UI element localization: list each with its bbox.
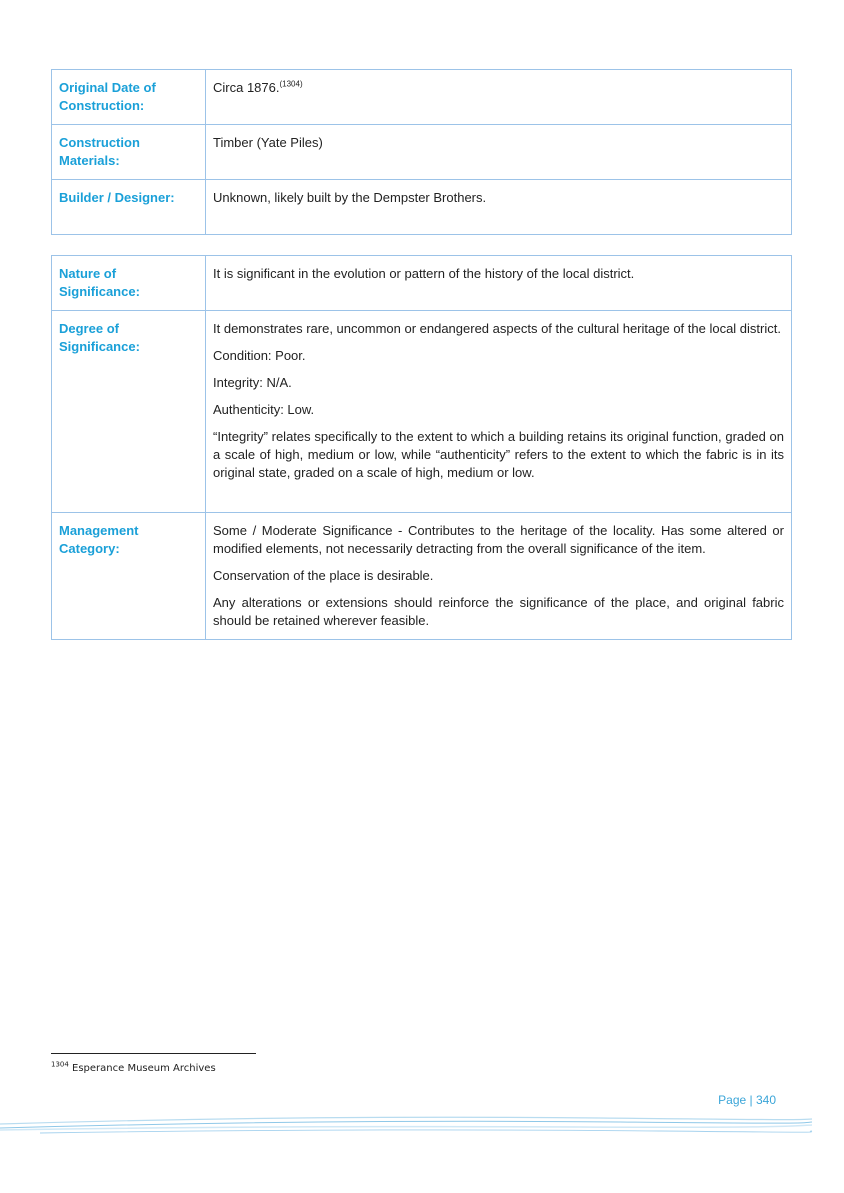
table-row	[52, 311, 792, 513]
conservation-paragraph: Conservation of the place is desirable.	[213, 568, 434, 583]
definition-paragraph: “Integrity” relates specifically to the extent to which a building retains its original function, graded on a scale of high, medium or low, while “authenticity” refers to the extent to which the fabric is in its original state, graded on a scale of high, medium or low.	[213, 429, 784, 480]
table-row	[52, 180, 792, 235]
builder-value: Unknown, likely built by the Dempster Brothers.	[206, 180, 792, 235]
management-label: Management Category:	[52, 513, 206, 640]
condition-text: Condition: Poor.	[213, 348, 306, 363]
table-row	[52, 70, 792, 125]
nature-label: Nature of Significance:	[52, 256, 206, 311]
footnote-ref: (1304)	[279, 79, 303, 89]
management-value	[206, 513, 792, 640]
table-row	[52, 513, 792, 640]
degree-label: Degree of Significance:	[52, 311, 206, 513]
integrity-text: Integrity: N/A.	[213, 375, 292, 390]
date-value-cell	[206, 70, 792, 125]
management-paragraph: Some / Moderate Significance - Contributes to the heritage of the locality. Has some altered or modified elements, not necessarily detracting from the overall significance of the item.	[213, 523, 784, 556]
footnote	[51, 1060, 216, 1074]
materials-value: Timber (Yate Piles)	[206, 125, 792, 180]
alterations-paragraph: Any alterations or extensions should reinforce the significance of the place, and original fabric should be retained wherever feasible.	[213, 595, 784, 628]
degree-paragraph: It demonstrates rare, uncommon or endangered aspects of the cultural heritage of the local district.	[213, 321, 781, 336]
authenticity-text: Authenticity: Low.	[213, 402, 315, 417]
page-number: Page | 340	[718, 1093, 776, 1107]
materials-label: Construction Materials:	[52, 125, 206, 180]
builder-label: Builder / Designer:	[52, 180, 206, 235]
date-label: Original Date of Construction:	[52, 70, 206, 125]
property-details-table	[51, 69, 792, 235]
footnote-number: 1304	[51, 1060, 69, 1069]
date-value: Circa 1876.	[213, 80, 280, 95]
nature-value: It is significant in the evolution or pattern of the history of the local district.	[206, 256, 792, 311]
table-row	[52, 256, 792, 311]
degree-value	[206, 311, 792, 513]
footnote-text: Esperance Museum Archives	[72, 1063, 216, 1074]
footnote-divider	[51, 1053, 256, 1054]
significance-table	[51, 255, 792, 640]
table-row	[52, 125, 792, 180]
decorative-wave-lines	[0, 1110, 844, 1140]
